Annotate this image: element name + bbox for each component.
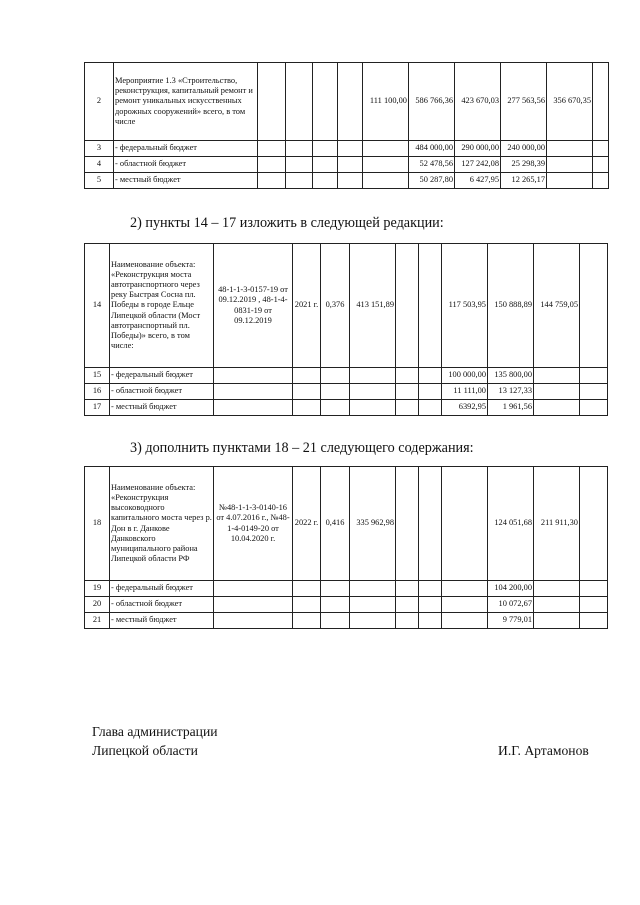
table-cell [396,384,419,400]
table-cell [396,467,419,581]
table-cell: 2021 г. [293,244,321,368]
table-cell: 10 072,67 [488,597,534,613]
table-cell [313,63,338,141]
table-cell: 11 111,00 [442,384,488,400]
table-cell: 211 911,30 [534,467,580,581]
table-program-measures [84,62,609,189]
table-cell: 12 265,17 [501,173,547,189]
table-cell: 127 242,08 [455,157,501,173]
table-cell: 2022 г. [293,467,321,581]
table-cell [580,597,608,613]
table-cell [214,581,293,597]
table-cell [547,173,593,189]
table-cell [534,400,580,416]
table-cell: 144 759,05 [534,244,580,368]
table-cell: 484 000,00 [409,141,455,157]
table-cell: - федеральный бюджет [110,368,214,384]
table-cell [321,400,350,416]
table-cell [419,597,442,613]
table-cell [593,63,609,141]
table-cell: - областной бюджет [114,157,258,173]
table-cell [363,173,409,189]
table-cell [419,368,442,384]
table-cell [534,597,580,613]
table-cell [293,384,321,400]
table-cell: - местный бюджет [110,400,214,416]
table-row [85,581,608,597]
table-row [85,467,608,581]
table-cell [286,141,313,157]
table-row [85,368,608,384]
table-row [85,400,608,416]
table-cell: 5 [85,173,114,189]
table-cell [396,613,419,629]
table-cell [442,597,488,613]
table-cell: 277 563,56 [501,63,547,141]
table-cell [286,63,313,141]
table-cell [593,157,609,173]
table-row [85,384,608,400]
table-cell [258,173,286,189]
table-cell [293,597,321,613]
table-cell [350,581,396,597]
table-row [85,244,608,368]
table-bridge-elets [84,243,608,416]
table-cell: 135 800,00 [488,368,534,384]
table-cell: 100 000,00 [442,368,488,384]
table-cell [580,384,608,400]
table-cell [534,581,580,597]
table-cell [321,384,350,400]
table-cell: - федеральный бюджет [114,141,258,157]
table-cell [396,244,419,368]
table-cell [593,173,609,189]
table-cell [419,244,442,368]
table-cell: 25 298,39 [501,157,547,173]
table-cell [338,157,363,173]
table-cell [396,368,419,384]
table-cell: 240 000,00 [501,141,547,157]
table-cell [286,157,313,173]
table-cell: 124 051,68 [488,467,534,581]
table-cell [419,384,442,400]
table-cell [547,157,593,173]
table-cell: 15 [85,368,110,384]
table-cell: 16 [85,384,110,400]
table-cell: - местный бюджет [114,173,258,189]
table-cell: 586 766,36 [409,63,455,141]
table-cell: 0,416 [321,467,350,581]
table-bridge-dankov [84,466,608,629]
table-cell: 290 000,00 [455,141,501,157]
table-cell [258,157,286,173]
table-cell: 48-1-1-3-0157-19 от 09.12.2019 , 48-1-4-0831-19 от 09.12.2019 [214,244,293,368]
table-cell: 335 962,98 [350,467,396,581]
table-cell [419,400,442,416]
table-cell [547,141,593,157]
table-cell: 0,376 [321,244,350,368]
table-row [85,613,608,629]
section-heading-3: 3) дополнить пунктами 18 – 21 следующего содержания: [130,440,474,456]
table-cell [419,613,442,629]
table-row [85,173,609,189]
table-cell [580,400,608,416]
table-cell: - местный бюджет [110,613,214,629]
table-cell [350,384,396,400]
table-row [85,63,609,141]
table-cell [338,63,363,141]
table-cell [338,141,363,157]
table-cell [293,613,321,629]
table-cell [363,157,409,173]
table-row [85,141,609,157]
table-cell: 20 [85,597,110,613]
table-cell [313,157,338,173]
table-cell [580,368,608,384]
table-cell [214,613,293,629]
table-row [85,597,608,613]
table-cell: 6392,95 [442,400,488,416]
table-cell [286,173,313,189]
table-cell: 413 151,89 [350,244,396,368]
table-cell [321,581,350,597]
table-cell: Наименование объекта: «Реконструкция высоководного капитального моста через р. Дон в г. Данкове Данковского муниципального района Липецкой области РФ [110,467,214,581]
table-cell [396,597,419,613]
table-cell: - областной бюджет [110,597,214,613]
table-cell [338,173,363,189]
table-cell: 6 427,95 [455,173,501,189]
table-cell: Наименование объекта: «Реконструкция моста автотранспортного через реку Быстрая Сосна пл. Победы в городе Ельце Липецкой области (Мост автотранспортный пл. Победы)» всего, в том числе: [110,244,214,368]
signature-position-line1: Глава администрации [92,724,218,739]
table-cell: - федеральный бюджет [110,581,214,597]
table-cell: 9 779,01 [488,613,534,629]
table-cell [534,368,580,384]
table-cell [293,368,321,384]
table-cell: 1 961,56 [488,400,534,416]
table-cell: 21 [85,613,110,629]
table-cell: 4 [85,157,114,173]
table-cell: 17 [85,400,110,416]
table-cell [214,400,293,416]
table-cell [214,384,293,400]
table-cell: 19 [85,581,110,597]
table-row [85,157,609,173]
table-cell: 356 670,35 [547,63,593,141]
signature-name: И.Г. Артамонов [498,743,589,758]
table-cell [350,613,396,629]
table-cell [593,141,609,157]
table-cell [214,368,293,384]
table-cell [313,173,338,189]
table-cell: 3 [85,141,114,157]
table-cell [258,141,286,157]
table-cell [258,63,286,141]
table-cell [321,613,350,629]
table-cell: 13 127,33 [488,384,534,400]
table-cell [396,581,419,597]
table-cell [313,141,338,157]
table-cell: 2 [85,63,114,141]
table-cell: 150 888,89 [488,244,534,368]
table-cell: 52 478,56 [409,157,455,173]
table-cell [580,467,608,581]
table-cell: Мероприятие 1.3 «Строительство, реконструкция, капитальный ремонт и ремонт уникальных искусственных дорожных сооружений» всего, в том числе [114,63,258,141]
table-cell: 423 670,03 [455,63,501,141]
table-cell [363,141,409,157]
table-cell [293,581,321,597]
signature-position-line2: Липецкой области [92,743,198,758]
table-cell [534,613,580,629]
table-cell: 50 287,80 [409,173,455,189]
table-cell [580,581,608,597]
table-cell: 14 [85,244,110,368]
table-cell: - областной бюджет [110,384,214,400]
table-cell [350,368,396,384]
table-cell [442,613,488,629]
table-cell [442,581,488,597]
table-cell [534,384,580,400]
table-cell: 117 503,95 [442,244,488,368]
table-cell [350,400,396,416]
table-cell: 111 100,00 [363,63,409,141]
table-cell: 104 200,00 [488,581,534,597]
table-cell [419,581,442,597]
section-heading-2: 2) пункты 14 – 17 изложить в следующей редакции: [130,215,444,231]
table-cell [293,400,321,416]
table-cell [214,597,293,613]
table-cell [580,244,608,368]
table-cell [580,613,608,629]
table-cell: №48-1-1-3-0140-16 от 4.07.2016 г., №48-1-4-0149-20 от 10.04.2020 г. [214,467,293,581]
table-cell [442,467,488,581]
table-cell [321,368,350,384]
table-cell [396,400,419,416]
table-cell [350,597,396,613]
table-cell: 18 [85,467,110,581]
table-cell [419,467,442,581]
table-cell [321,597,350,613]
